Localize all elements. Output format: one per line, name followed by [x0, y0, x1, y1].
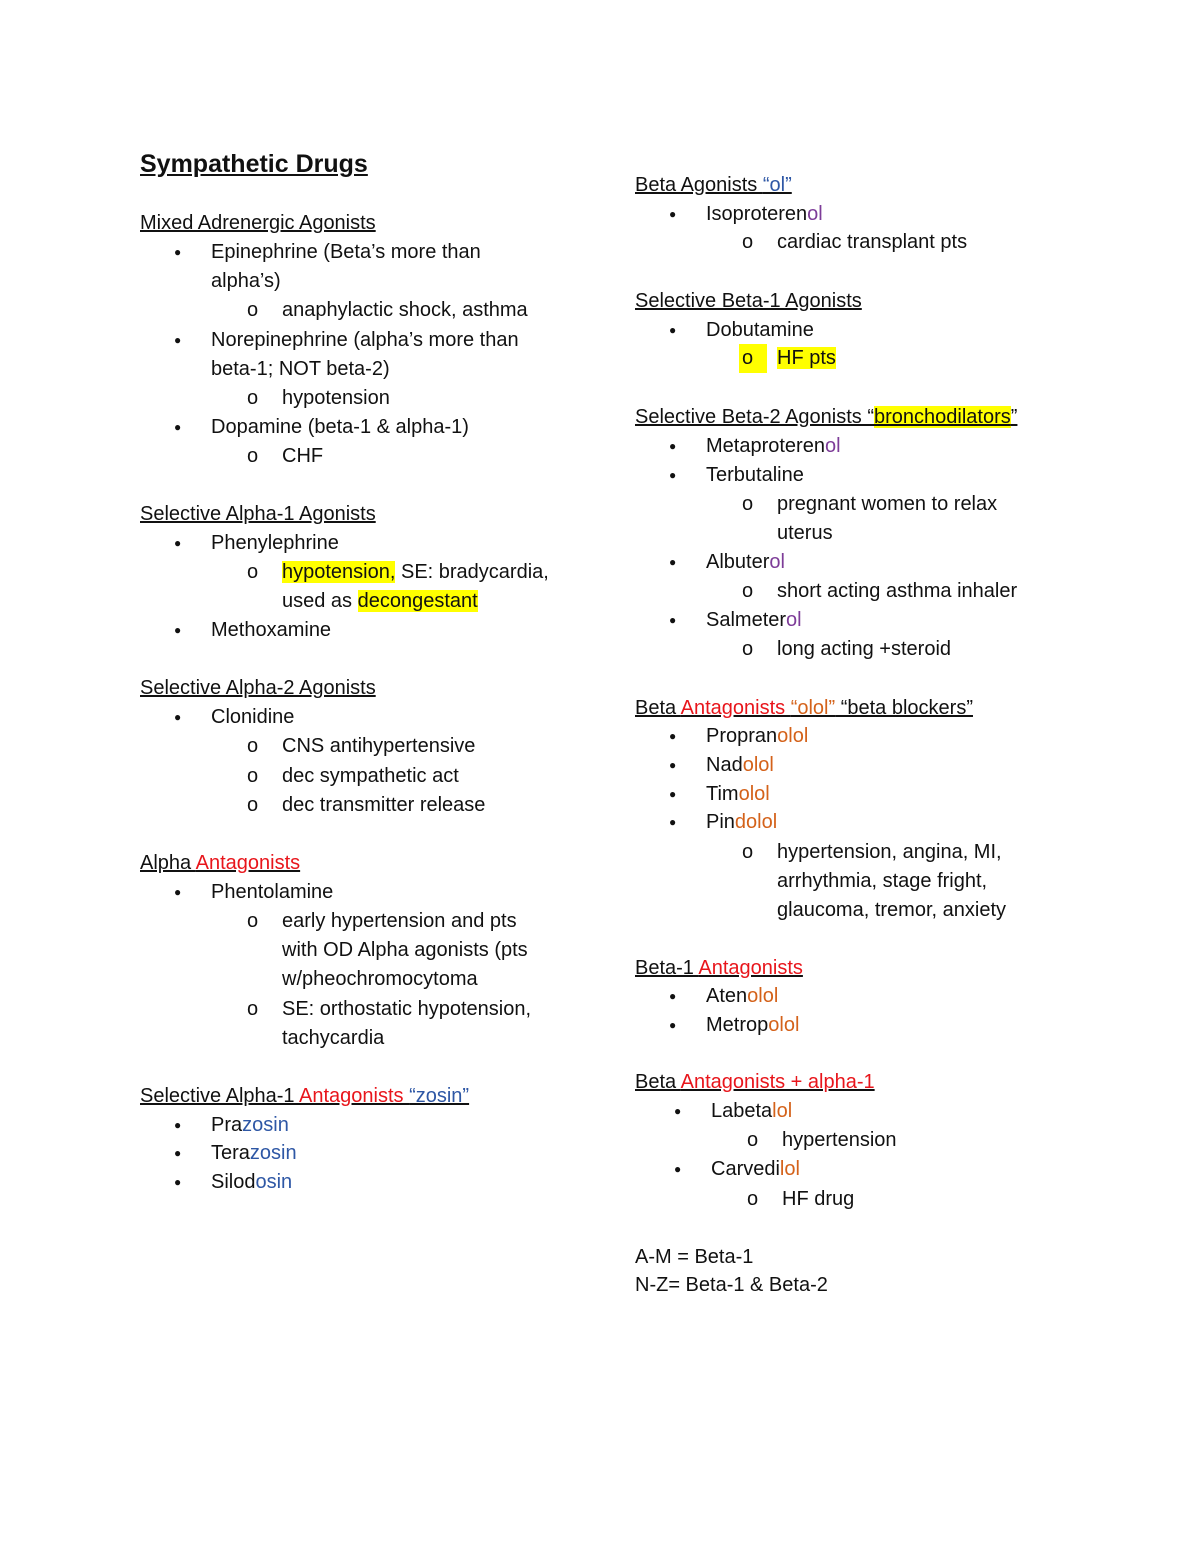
section-heading — [635, 171, 792, 200]
text-run: osin — [255, 1171, 293, 1193]
text-run: olol — [777, 725, 809, 747]
line-text — [211, 241, 481, 263]
text-run: Isoproteren — [706, 203, 808, 225]
sub-bullet-item — [140, 732, 475, 761]
bullet-dot-icon: ● — [174, 420, 182, 434]
text-run: Beta — [635, 1071, 681, 1093]
text-run: Alpha — [140, 852, 196, 874]
text-run: Tim — [706, 783, 739, 805]
text-run: SE: bradycardia, — [395, 561, 549, 583]
bullet-circle-icon: o — [247, 445, 259, 467]
line-text — [140, 677, 376, 699]
text-run: olol — [742, 754, 774, 776]
line-text — [711, 1100, 792, 1122]
bullet-circle-icon: o — [747, 1129, 759, 1151]
bullet-dot-icon: ● — [674, 1162, 682, 1176]
text-run: olol — [768, 1014, 800, 1036]
bullet-dot-icon: ● — [669, 207, 677, 221]
text-run: Beta Agonists — [635, 174, 763, 196]
text-run: Mixed Adrenergic Agonists — [140, 212, 376, 234]
sub-bullet-item — [140, 762, 459, 791]
section-heading — [635, 1068, 875, 1097]
text-run: lol — [772, 1100, 793, 1122]
sub-bullet-item-continued — [635, 519, 833, 548]
text-run: HF drug — [782, 1188, 855, 1210]
text-run: decongestant — [357, 590, 478, 612]
line-text — [635, 697, 973, 719]
bullet-dot-icon: ● — [174, 536, 182, 550]
sub-bullet-item — [140, 442, 323, 471]
section-heading — [635, 403, 1017, 432]
bullet-item — [635, 548, 785, 577]
bullet-dot-icon: ● — [674, 1104, 682, 1118]
line-text — [777, 580, 1017, 602]
sub-bullet-item-continued — [635, 867, 987, 896]
text-run: dec transmitter release — [282, 794, 486, 816]
bullet-dot-icon: ● — [669, 323, 677, 337]
bullet-item — [635, 982, 778, 1011]
section-heading — [140, 500, 376, 529]
bullet-item — [635, 200, 823, 229]
text-run: Albuter — [706, 551, 770, 573]
bullet-circle-icon: o — [247, 998, 259, 1020]
bullet-item — [635, 780, 770, 809]
bullet-circle-icon: o — [247, 299, 259, 321]
bullet-dot-icon: ● — [669, 439, 677, 453]
sub-bullet-item — [140, 296, 528, 325]
bullet-item — [140, 238, 481, 267]
line-text — [282, 998, 531, 1020]
text-run: CHF — [282, 445, 324, 467]
text-run: Aten — [706, 985, 748, 1007]
text-run: arrhythmia, stage fright, — [777, 870, 988, 892]
bullet-item — [635, 1011, 799, 1040]
sub-bullet-item — [140, 995, 531, 1024]
text-run: Antagonists + alpha-1 — [680, 1071, 875, 1093]
text-run: Antagonists — [195, 852, 301, 874]
text-run: Methoxamine — [211, 619, 332, 641]
line-text — [635, 1246, 753, 1268]
line-text — [777, 841, 1002, 863]
line-text — [706, 435, 841, 457]
bullet-item — [140, 878, 333, 907]
text-run: ol — [769, 551, 785, 573]
text-run: Beta — [635, 697, 681, 719]
line-text — [706, 609, 802, 631]
text-run: hypertension — [782, 1129, 897, 1151]
bullet-circle-icon: o — [742, 638, 754, 660]
bullet-item-continued — [140, 355, 390, 384]
bullet-item — [635, 808, 777, 837]
bullet-circle-icon: o — [247, 910, 259, 932]
section-heading — [635, 954, 803, 983]
text-run: Clonidine — [211, 706, 295, 728]
section-heading — [635, 287, 862, 316]
line-text — [140, 212, 376, 234]
line-text — [635, 957, 803, 979]
bullet-dot-icon: ● — [669, 1018, 677, 1032]
text-run: Selective Alpha-2 Agonists — [140, 677, 376, 699]
bullet-item — [640, 1097, 792, 1126]
line-text — [782, 1188, 854, 1210]
sub-bullet-item — [140, 907, 517, 936]
text-run: ol — [824, 435, 841, 457]
line-text — [706, 985, 778, 1007]
line-text — [211, 532, 339, 554]
sub-bullet-item — [635, 577, 1017, 606]
text-run: glaucoma, tremor, anxiety — [777, 899, 1006, 921]
text-run: Epinephrine (Beta’s more than — [211, 241, 481, 263]
text-run: ol — [786, 609, 802, 631]
text-run: Metaproteren — [706, 435, 825, 457]
sub-bullet-item-continued — [140, 587, 478, 616]
bullet-circle-icon: o — [247, 794, 259, 816]
bullet-circle-icon: o — [739, 344, 767, 373]
bullet-circle-icon: o — [742, 580, 754, 602]
bullet-item — [635, 432, 841, 461]
line-text — [706, 203, 823, 225]
bullet-item — [140, 1139, 297, 1168]
text-run: “ol” — [762, 174, 792, 196]
bullet-dot-icon: ● — [174, 1175, 182, 1189]
line-text — [211, 619, 331, 641]
line-text — [211, 1171, 292, 1193]
text-run: A-M = Beta-1 — [635, 1246, 754, 1268]
bullet-dot-icon: ● — [174, 710, 182, 724]
line-text — [706, 464, 804, 486]
bullet-circle-icon: o — [742, 841, 754, 863]
text-run: Pra — [211, 1114, 243, 1136]
line-text — [777, 522, 833, 544]
bullet-circle-icon: o — [247, 387, 259, 409]
line-text — [282, 299, 528, 321]
text-run: hypertension, angina, MI, — [777, 841, 1002, 863]
text-run: Sympathetic Drugs — [140, 150, 368, 178]
note-line — [635, 1271, 828, 1300]
text-run: Norepinephrine (alpha’s more than — [211, 329, 519, 351]
bullet-item-continued — [140, 267, 281, 296]
bullet-circle-icon: o — [247, 561, 259, 583]
bullet-item — [140, 1111, 289, 1140]
text-run: long acting +steroid — [777, 638, 952, 660]
sub-bullet-item-continued — [635, 896, 1006, 925]
text-run: pregnant women to relax — [777, 493, 998, 515]
line-text — [211, 1142, 297, 1164]
sub-bullet-item — [635, 228, 967, 257]
page-title — [140, 148, 368, 180]
text-run: CNS antihypertensive — [282, 735, 476, 757]
bullet-item — [140, 703, 294, 732]
line-text — [635, 1274, 828, 1296]
line-text — [706, 319, 814, 341]
sub-bullet-item — [635, 490, 997, 519]
bullet-item — [635, 316, 814, 345]
bullet-dot-icon: ● — [669, 989, 677, 1003]
line-text — [211, 881, 333, 903]
text-run: HF pts — [777, 347, 836, 369]
line-text — [635, 174, 792, 196]
bullet-item — [140, 529, 339, 558]
text-run: hypotension — [282, 387, 390, 409]
text-run: Pin — [706, 811, 735, 833]
line-text — [777, 899, 1006, 921]
text-run: Salmeter — [706, 609, 787, 631]
bullet-dot-icon: ● — [669, 555, 677, 569]
bullet-dot-icon: ● — [174, 623, 182, 637]
line-text — [706, 1014, 799, 1036]
line-text — [211, 329, 519, 351]
text-run: Silod — [211, 1171, 256, 1193]
bullet-dot-icon: ● — [669, 613, 677, 627]
bullet-dot-icon: ● — [669, 758, 677, 772]
bullet-dot-icon: ● — [174, 885, 182, 899]
text-run: Dobutamine — [706, 319, 814, 341]
line-text — [777, 870, 987, 892]
bullet-dot-icon: ● — [669, 815, 677, 829]
sub-bullet-item — [140, 384, 390, 413]
text-run: zosin — [249, 1142, 297, 1164]
text-run: Beta-1 — [635, 957, 699, 979]
line-text — [777, 493, 997, 515]
line-text — [211, 706, 294, 728]
line-text — [282, 1027, 384, 1049]
bullet-circle-icon: o — [247, 765, 259, 787]
text-run: alpha’s) — [211, 270, 281, 292]
bullet-dot-icon: ● — [669, 729, 677, 743]
text-run: with OD Alpha agonists (pts — [282, 939, 528, 961]
text-run: Metrop — [706, 1014, 769, 1036]
line-text — [211, 1114, 289, 1136]
bullet-dot-icon: ● — [174, 245, 182, 259]
text-run: Antagonists — [698, 957, 803, 979]
text-run: zosin — [242, 1114, 289, 1136]
sub-bullet-item-continued — [140, 1024, 384, 1053]
sub-bullet-item-continued — [140, 965, 478, 994]
line-text — [282, 794, 485, 816]
sub-bullet-item — [635, 838, 1002, 867]
text-run: Tera — [211, 1142, 250, 1164]
text-run: Selective Beta-1 Agonists — [635, 290, 862, 312]
text-run: N-Z= Beta-1 & Beta-2 — [635, 1274, 828, 1296]
line-text — [635, 290, 862, 312]
text-run: w/pheochromocytoma — [282, 968, 478, 990]
line-text — [777, 231, 967, 253]
text-run: “zosin” — [409, 1085, 470, 1107]
line-text — [211, 358, 390, 380]
section-heading — [140, 1082, 469, 1111]
text-run: Propran — [706, 725, 778, 747]
bullet-item — [635, 606, 802, 635]
line-text — [282, 968, 478, 990]
text-run: hypotension, — [282, 561, 396, 583]
line-text — [635, 406, 1017, 428]
text-run: SE: orthostatic hypotension, — [282, 998, 532, 1020]
text-run: Antagonists — [680, 697, 791, 719]
line-text — [211, 270, 281, 292]
text-run: Selective Alpha-1 — [140, 1085, 299, 1107]
bullet-item — [140, 616, 331, 645]
sub-bullet-item — [640, 1185, 854, 1214]
text-run: bronchodilators — [874, 406, 1011, 428]
text-run: ol — [807, 203, 823, 225]
line-text — [777, 638, 951, 660]
text-run: Nad — [706, 754, 743, 776]
bullet-dot-icon: ● — [669, 468, 677, 482]
text-run: Labeta — [711, 1100, 773, 1122]
section-heading — [140, 674, 376, 703]
line-text — [282, 445, 323, 467]
line-text — [140, 1085, 469, 1107]
text-run: early hypertension and pts — [282, 910, 517, 932]
text-run: used as — [282, 590, 358, 612]
text-run: Dopamine (beta-1 & alpha-1) — [211, 416, 469, 438]
line-text — [706, 783, 770, 805]
text-run: tachycardia — [282, 1027, 385, 1049]
text-run: olol — [747, 985, 779, 1007]
text-run: Carvedi — [711, 1158, 780, 1180]
text-run: Selective Alpha-1 Agonists — [140, 503, 376, 525]
text-run: “olol” — [790, 697, 836, 719]
sub-bullet-item — [140, 558, 549, 587]
bullet-dot-icon: ● — [174, 1146, 182, 1160]
bullet-item — [140, 326, 519, 355]
text-run: short acting asthma inhaler — [777, 580, 1018, 602]
text-run: anaphylactic shock, asthma — [282, 299, 528, 321]
sub-bullet-item — [635, 635, 951, 664]
sub-bullet-item-continued — [140, 936, 528, 965]
line-text — [282, 910, 517, 932]
bullet-item — [140, 1168, 292, 1197]
section-heading — [140, 849, 300, 878]
text-run: uterus — [777, 522, 833, 544]
text-run: Phentolamine — [211, 881, 334, 903]
bullet-circle-icon: o — [247, 735, 259, 757]
bullet-dot-icon: ● — [669, 787, 677, 801]
line-text — [706, 754, 774, 776]
line-text — [706, 725, 808, 747]
line-text — [635, 1071, 875, 1093]
note-line — [635, 1243, 753, 1272]
sub-bullet-item — [635, 344, 836, 373]
bullet-item — [635, 461, 804, 490]
text-run: beta-1; NOT beta-2) — [211, 358, 390, 380]
bullet-item — [140, 413, 469, 442]
text-run: dolol — [734, 811, 778, 833]
text-run: Terbutaline — [706, 464, 804, 486]
line-text — [282, 590, 478, 612]
line-text — [211, 416, 469, 438]
line-text — [282, 939, 528, 961]
bullet-circle-icon: o — [747, 1188, 759, 1210]
section-heading — [635, 694, 973, 723]
text-run: Antagonists — [299, 1085, 410, 1107]
text-run: Phenylephrine — [211, 532, 339, 554]
line-text — [140, 852, 300, 874]
line-text — [706, 811, 777, 833]
sub-bullet-item — [640, 1126, 897, 1155]
line-text — [777, 347, 836, 369]
bullet-item — [635, 751, 774, 780]
text-run: dec sympathetic act — [282, 765, 459, 787]
bullet-circle-icon: o — [742, 231, 754, 253]
bullet-dot-icon: ● — [174, 333, 182, 347]
text-run: Selective Beta-2 Agonists “ — [635, 406, 875, 428]
line-text — [282, 387, 390, 409]
text-run: lol — [779, 1158, 800, 1180]
line-text — [282, 561, 549, 583]
sub-bullet-item — [140, 791, 485, 820]
line-text — [706, 551, 785, 573]
bullet-item — [640, 1155, 800, 1184]
bullet-circle-icon: o — [742, 493, 754, 515]
bullet-item — [635, 722, 808, 751]
line-text — [140, 503, 376, 525]
line-text — [282, 765, 459, 787]
bullet-dot-icon: ● — [174, 1118, 182, 1132]
line-text — [140, 150, 368, 178]
line-text — [782, 1129, 897, 1151]
text-run: “beta blockers” — [835, 697, 973, 719]
text-run: ” — [1010, 406, 1018, 428]
section-heading — [140, 209, 376, 238]
text-run: olol — [738, 783, 770, 805]
line-text — [282, 735, 475, 757]
text-run: cardiac transplant pts — [777, 231, 968, 253]
line-text — [711, 1158, 800, 1180]
